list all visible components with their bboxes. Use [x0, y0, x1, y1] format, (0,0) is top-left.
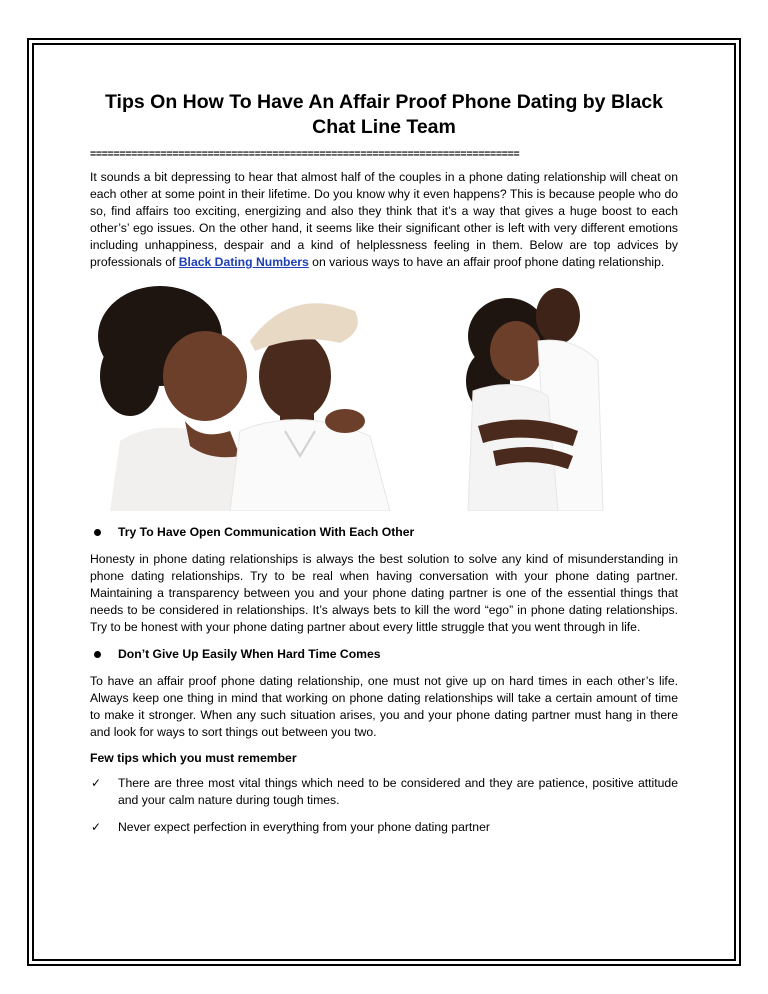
black-dating-numbers-link[interactable]: Black Dating Numbers [178, 255, 309, 269]
section2-paragraph: To have an affair proof phone dating relationship, one must not give up on hard times in each other’s life. Always keep one thing in mind that working on phone dating relationships will take a certain amount of time to make it stronger. When any such situation arises, you and your phone dating partner must hang in there and look for ways to sort things out between you two. [90, 674, 678, 739]
intro-text: It sounds a bit depressing to hear that almost half of the couples in a phone dating relationship will cheat on each other at some point in their lifetime. Do you know why it even happens? This is because people who do so, find affairs too exciting, energizing and also they think that it’s a way that gives a huge boost to each other’s’ ego issues. On the other hand, it seems like their significant other is left with very different emotions including unhappiness, despair and a kind of helplessness feeling in them. Below are top advices by professionals of [90, 170, 678, 269]
section1-heading [90, 524, 678, 541]
section2-heading [90, 646, 678, 663]
section1-paragraph: Honesty in phone dating relationships is always the best solution to solve any kind of misunderstanding in phone dating relationships. Try to be real when having conversation with your phone dating partner. Maintaining a transparency between you and your phone dating partner is one of the essential things that needs to be considered in relationships. It’s always bets to kill the word “ego” in phone dating relationships. Try to be honest with your phone dating partner about every little struggle that you went through in life. [90, 552, 678, 634]
document-title: Tips On How To Have An Affair Proof Phone Dating by Black Chat Line Team [105, 91, 663, 138]
bullet-icon [94, 651, 101, 658]
check-mark-icon: ✓ [91, 820, 102, 834]
tips-heading: Few tips which you must remember [90, 751, 297, 765]
intro-paragraph [90, 169, 678, 271]
check-mark-icon: ✓ [91, 776, 102, 790]
tip-item [90, 775, 678, 809]
tip-item [90, 819, 678, 836]
couple-photo-right [398, 281, 660, 511]
separator-line: ========================================================================= [90, 148, 520, 160]
section2-heading-text: Don’t Give Up Easily When Hard Time Comes [118, 647, 381, 661]
couple-photos [90, 281, 678, 511]
couple-photo-left [90, 281, 398, 511]
bullet-icon [94, 529, 101, 536]
tip-text: There are three most vital things which need to be considered and they are patience, positive attitude and your calm nature during tough times. [118, 776, 678, 807]
section1-heading-text: Try To Have Open Communication With Each Other [118, 525, 415, 539]
document-body [90, 90, 678, 836]
intro-text-end: on various ways to have an affair proof phone dating relationship. [308, 255, 665, 269]
tip-text: Never expect perfection in everything from your phone dating partner [118, 820, 490, 834]
